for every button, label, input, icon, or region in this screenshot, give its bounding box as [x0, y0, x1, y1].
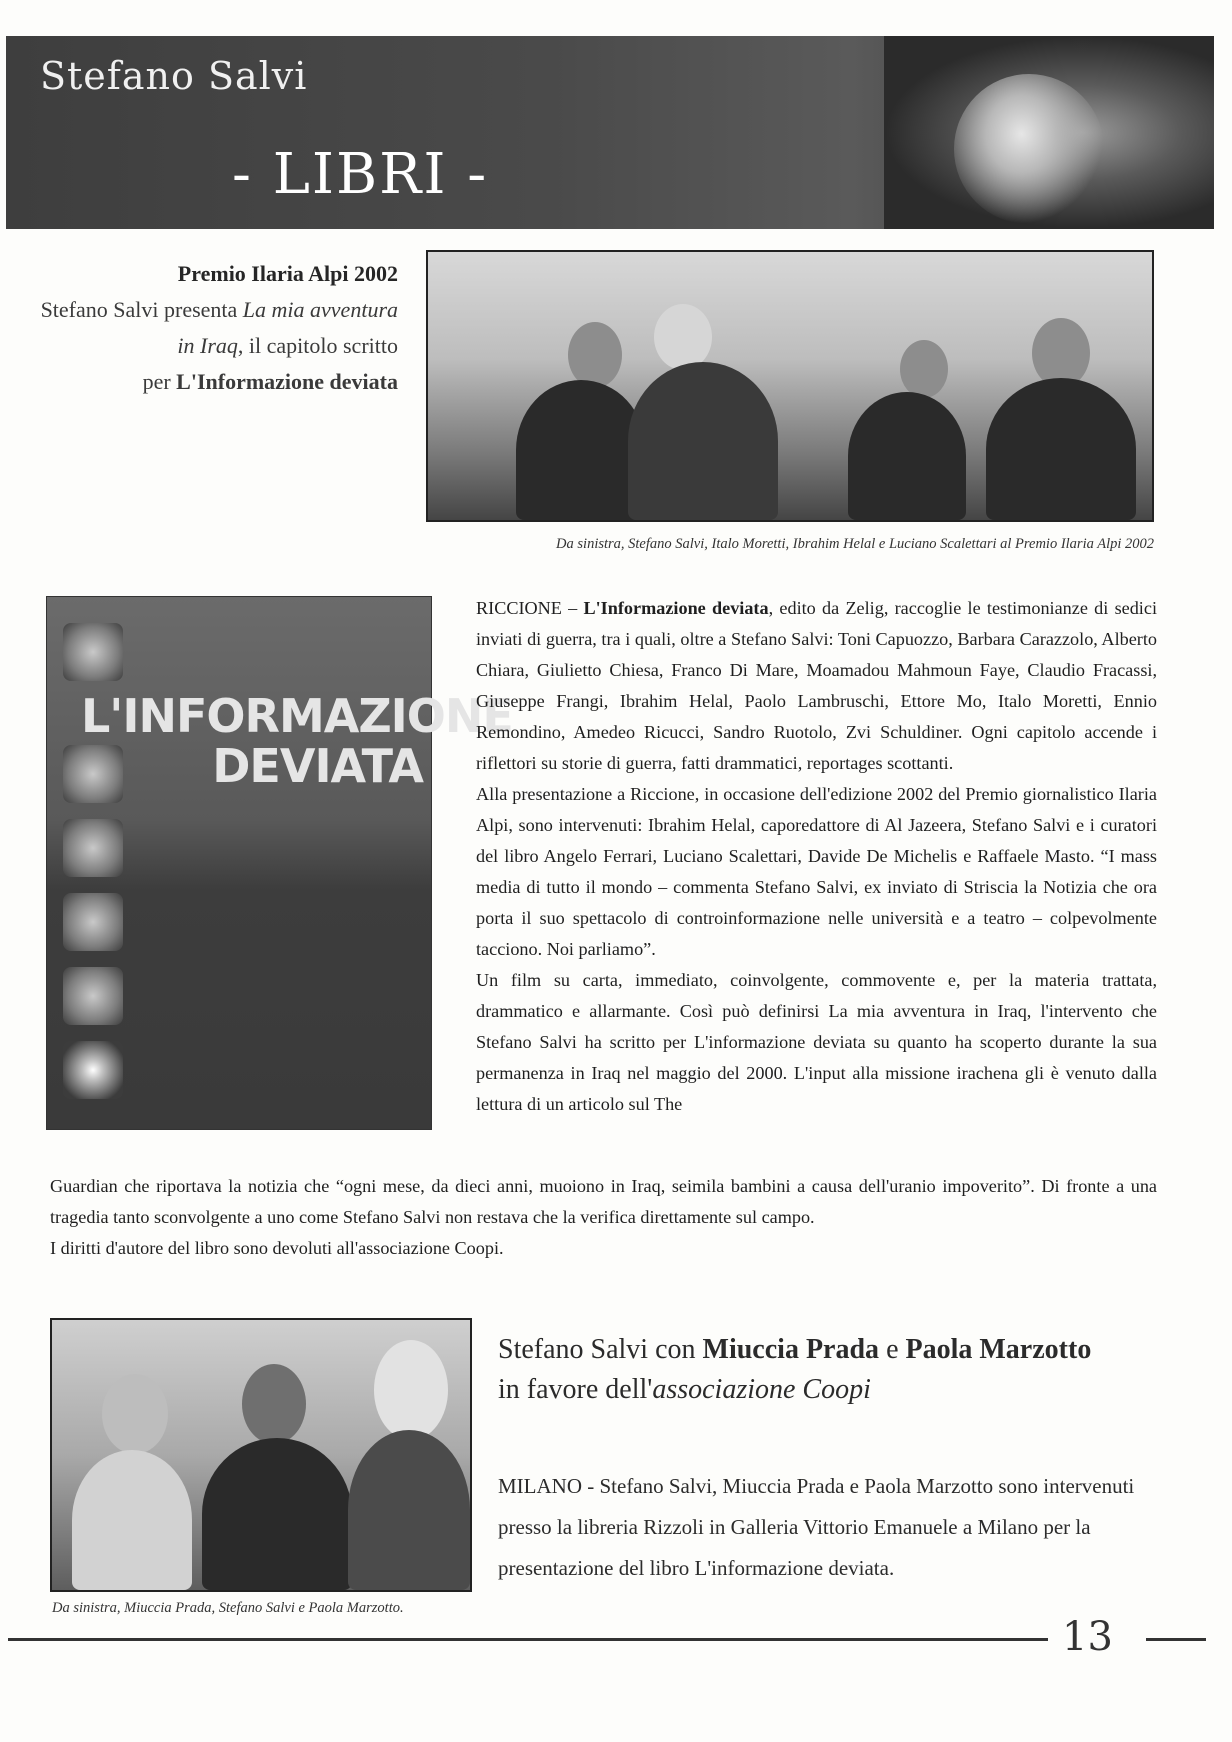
- coopi-photo-caption: Da sinistra, Miuccia Prada, Stefano Salvi e Paola Marzotto.: [52, 1600, 404, 1616]
- author-name: Stefano Salvi: [40, 54, 308, 98]
- article-paragraph: RICCIONE – L'Informazione deviata, edito da Zelig, raccoglie le testimonianze di sedici inviati di guerra, tra i quali, oltre a Stefano Salvi: Toni Capuozzo, Barbara Carazzolo, Alberto Chiara, Giulietto Chiesa, Franco Di Mare, Moamadou Mahmoun Faye, Claudio Fracassi, Giuseppe Frangi, Ibrahim Helal, Paolo Lambruschi, Ettore Mo, Italo Moretti, Ennio Remondino, Amedeo Ricucci, Sandro Ruotolo, Zvi Schuldiner. Ogni capitolo accende i riflettori su storie di guerra, fatti drammatici, reportages scottanti.: [476, 598, 1157, 773]
- award-title: Premio Ilaria Alpi 2002: [177, 261, 398, 286]
- book-cover-title: L'INFORMAZIONE DEVIATA: [81, 689, 513, 793]
- article-paragraph: Un film su carta, immediato, coinvolgente, commovente e, per la materia trattata, drammatico e allarmante. Così può definirsi La mia avventura in Iraq, l'intervento che Stefano Salvi ha scritto per L'informazione deviata su quanto ha scoperto durante la sua permanenza in Iraq nel maggio del 2000. L'input alla missione irachena gli è venuto dalla lettura di un articolo sul The: [476, 970, 1157, 1114]
- page-number: 13: [1062, 1614, 1113, 1660]
- article-paragraph: Alla presentazione a Riccione, in occasione dell'edizione 2002 del Premio giornalistico Ilaria Alpi, sono intervenuti: Ibrahim Helal, caporedattore di Al Jazeera, Stefano Salvi e i curatori del libro Angelo Ferrari, Luciano Scalettari, Davide De Michelis e Raffaele Masto. “I mass media di tutto il mondo – commenta Stefano Salvi, ex inviato di Striscia la Notizia che ora porta il suo spettacolo di controinformazione nelle università e a teatro – colpevolmente tacciono. Noi parliamo”.: [476, 784, 1157, 959]
- article-paragraph: Guardian che riportava la notizia che “ogni mese, da dieci anni, muoiono in Iraq, seimila bambini a causa dell'uranio impoverito”. Di fronte a una tragedia tanto sconvolgente a uno come Stefano Salvi non restava che la verifica direttamente sul campo.: [50, 1176, 1157, 1227]
- footer-rule-right: [1146, 1638, 1206, 1641]
- article-continuation: [50, 1171, 1157, 1264]
- intro-block: [36, 256, 398, 400]
- header-banner: [6, 36, 1214, 229]
- article-column: [476, 593, 1157, 1120]
- coopi-body: MILANO - Stefano Salvi, Miuccia Prada e Paola Marzotto sono intervenuti presso la libreria Rizzoli in Galleria Vittorio Emanuele a Milano per la presentazione del libro L'informazione deviata.: [498, 1474, 1135, 1580]
- coopi-event-photo: [50, 1318, 472, 1592]
- award-event-photo: [426, 250, 1154, 522]
- banner-performer-photo: [884, 36, 1214, 229]
- intro-line: Stefano Salvi presenta La mia avventura in Iraq, il capitolo scritto: [40, 297, 398, 358]
- coopi-heading: Stefano Salvi con Miuccia Prada e Paola Marzotto in favore dell'associazione Coopi: [498, 1334, 1092, 1405]
- section-title: - LIBRI -: [232, 142, 489, 207]
- book-cover-image: [46, 596, 513, 1130]
- photo-caption: Da sinistra, Stefano Salvi, Italo Moretti, Ibrahim Helal e Luciano Scalettari al Premio Ilaria Alpi 2002: [556, 536, 1154, 552]
- article-paragraph: I diritti d'autore del libro sono devoluti all'associazione Coopi.: [50, 1238, 504, 1258]
- footer-rule: [8, 1638, 1048, 1641]
- intro-line-2: per L'Informazione deviata: [142, 369, 398, 394]
